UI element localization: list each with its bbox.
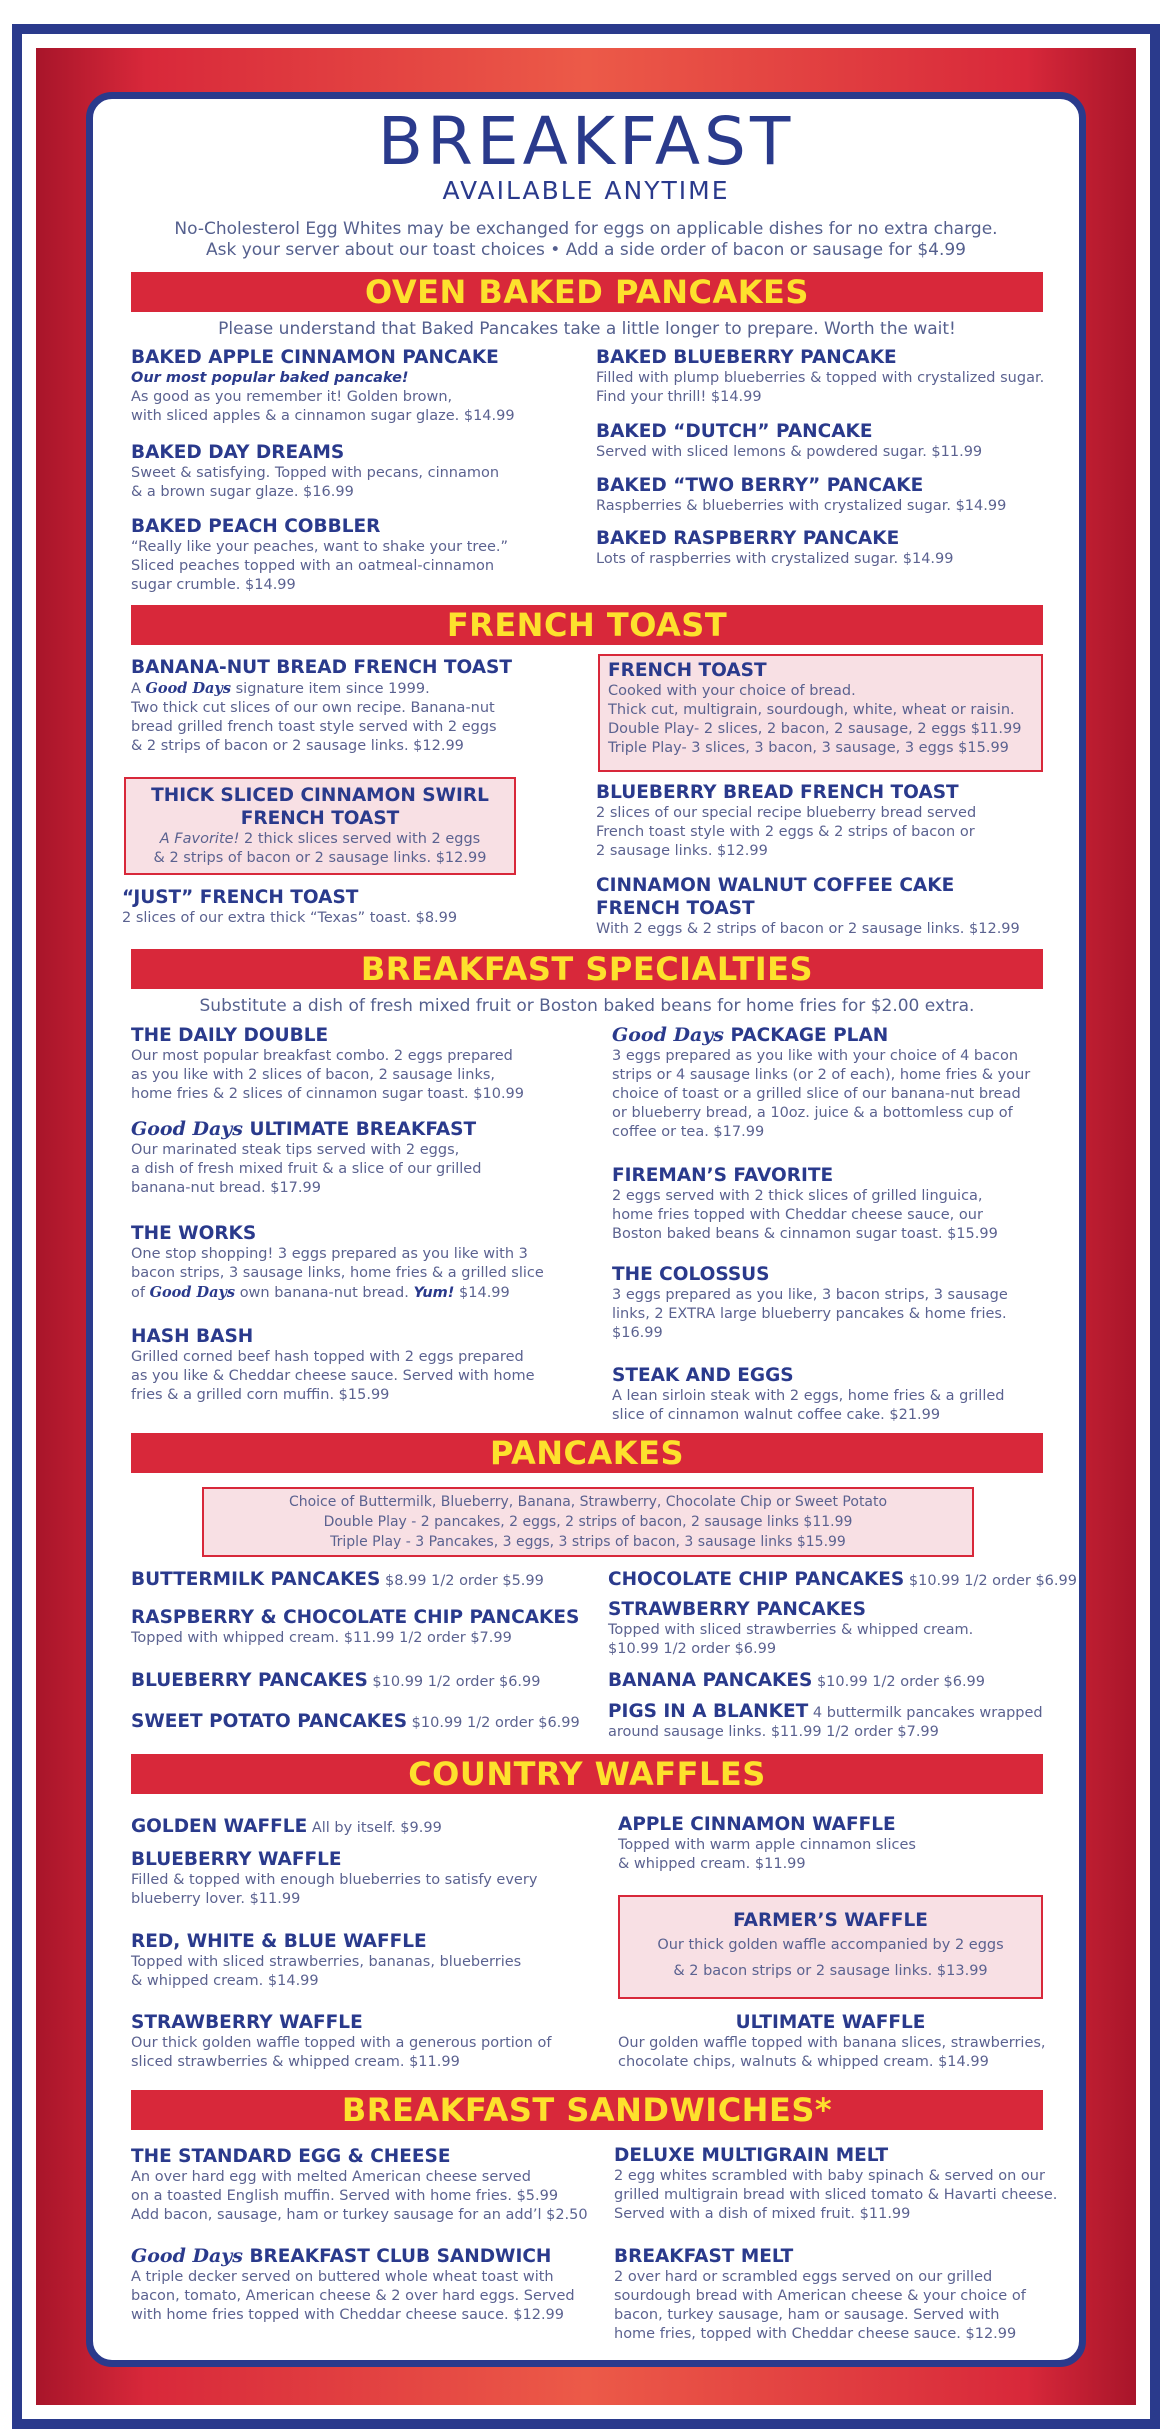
menu-item-raspberry [596,527,1056,569]
item-desc: blueberry lover. $11.99 [131,1891,301,1907]
item-tagline: Our most popular baked pancake! [131,370,409,386]
item-name: BUTTERMILK PANCAKES [131,1569,381,1590]
item-name: THICK SLICED CINNAMON SWIRL [151,785,489,806]
item-text: A [131,681,141,697]
menu-item-rwb-waffle [131,1930,591,1991]
item-desc [126,830,514,849]
item-desc: 2 slices of our special recipe blueberry bread served [596,805,977,821]
item-text: - 3 slices, 3 bacon, 3 sausage, 3 eggs $15.99 [681,740,1009,756]
item-line [608,1568,1078,1591]
item-price: $10.99 1/2 order $6.99 [372,1674,541,1690]
item-name: DELUXE MULTIGRAIN MELT [614,2145,889,2166]
section-banner-specialties: BREAKFAST SPECIALTIES [131,949,1043,989]
item-desc: as you like & Cheddar cheese sauce. Served with home [131,1368,535,1384]
menu-item-breakfast-melt [614,2245,1074,2344]
menu-item-firemans-favorite [612,1164,1052,1244]
item-desc: Topped with sliced strawberries & whipped cream. [608,1622,974,1638]
item-desc: 2 sausage links. $12.99 [596,843,768,859]
item-desc: Our thick golden waffle topped with a generous portion of [131,2035,552,2051]
item-name: BANANA PANCAKES [608,1670,813,1691]
item-desc: around sausage links. $11.99 1/2 order $7.99 [608,1724,939,1740]
item-desc: Our marinated steak tips served with 2 eggs, [131,1142,460,1158]
menu-item-just-french-toast [122,886,562,928]
item-desc: An over hard egg with melted American cheese served [131,2169,531,2185]
item-name: SWEET POTATO PANCAKES [131,1711,408,1732]
menu-item-apple-cinnamon-waffle [618,1813,1058,1874]
item-name: BAKED BLUEBERRY PANCAKE [596,347,897,368]
item-name [612,1024,1052,1047]
item-desc: sugar crumble. $14.99 [131,577,296,593]
menu-item-breakfast-club [131,2245,601,2325]
featured-box-cinnamon-swirl [124,777,516,875]
item-name-text: PACKAGE PLAN [730,1025,889,1046]
brand-logo-text: Good Days [131,2245,243,2267]
item-line [131,1669,601,1692]
item-desc: bacon, tomato, American cheese & 2 over hard eggs. Served [131,2288,575,2304]
menu-item-two-berry [596,474,1056,516]
item-yum: Yum! [413,1285,455,1301]
item-name: HASH BASH [131,1326,254,1347]
item-name: BAKED “TWO BERRY” PANCAKE [596,475,924,496]
intro-line-2: Ask your server about our toast choices • Add a side order of bacon or sausage for $4.99 [205,240,966,260]
menu-item-baked-blueberry [596,346,1056,407]
item-name: BAKED DAY DREAMS [131,442,345,463]
item-desc: links, 2 EXTRA large blueberry pancakes & home fries. [612,1306,1007,1322]
item-name: CINNAMON WALNUT COFFEE CAKE [596,875,955,896]
item-line [131,1815,591,1838]
item-desc: Served with sliced lemons & powdered sugar. $11.99 [596,444,983,460]
item-desc: 3 eggs prepared as you like, 3 bacon strips, 3 sausage [612,1287,1008,1303]
item-price: $8.99 1/2 order $5.99 [385,1573,544,1589]
item-desc: $16.99 [612,1325,663,1341]
item-desc: sourdough bread with American cheese & your choice of [614,2288,1026,2304]
item-name: ULTIMATE WAFFLE [735,2012,926,2033]
menu-item-standard-egg-cheese [131,2145,601,2225]
item-line [608,1700,1058,1723]
item-desc: or blueberry bread, a 10oz. juice & a bottomless cup of [612,1105,1013,1121]
item-desc: Two thick cut slices of our own recipe. Banana-nut [131,700,495,716]
item-desc: bacon, turkey sausage, ham or sausage. Served with [614,2307,1000,2323]
page-subtitle: AVAILABLE ANYTIME [442,176,730,205]
section-note: Please understand that Baked Pancakes take a little longer to prepare. Worth the wait! [218,319,956,339]
item-text: of [131,1285,145,1301]
menu-item-deluxe-multigrain-melt [614,2144,1074,2224]
menu-item-baked-apple [131,346,571,426]
item-desc: Raspberries & blueberries with crystalized sugar. $14.99 [596,498,1007,514]
item-name: “JUST” FRENCH TOAST [122,887,359,908]
item-desc: Our thick golden waffle accompanied by 2 eggs [657,1937,1004,1953]
item-name: BLUEBERRY PANCAKES [131,1670,368,1691]
item-price: $10.99 1/2 order $6.99 [411,1715,580,1731]
item-name: RED, WHITE & BLUE WAFFLE [131,1931,427,1952]
item-text: - 2 slices, 2 bacon, 2 sausage, 2 eggs $11.99 [693,721,1022,737]
item-desc: slice of cinnamon walnut coffee cake. $21.99 [612,1407,941,1423]
item-desc: With 2 eggs & 2 strips of bacon or 2 sausage links. $12.99 [596,921,1020,937]
item-desc: Topped with whipped cream. $11.99 1/2 order $7.99 [131,1630,512,1646]
item-name: FARMER’S WAFFLE [733,1910,928,1931]
combo-triple [204,1532,972,1552]
item-text: signature item since 1999. [235,681,430,697]
item-desc: grilled multigrain bread with sliced tomato & Havarti cheese. [614,2187,1058,2203]
item-desc: $10.99 1/2 order $6.99 [608,1641,777,1657]
featured-box-french-toast [598,654,1043,772]
section-banner-waffles: COUNTRY WAFFLES [131,1754,1043,1794]
menu-item-steak-and-eggs [612,1364,1052,1425]
menu-item-hash-bash [131,1325,571,1405]
item-desc: As good as you remember it! Golden brown, [131,389,453,405]
menu-item-golden-waffle [131,1815,591,1838]
item-name: CHOCOLATE CHIP PANCAKES [608,1569,905,1590]
item-price: $14.99 [459,1285,510,1301]
double-play-label: Double Play - [323,1514,417,1530]
item-name: BANANA-NUT BREAD FRENCH TOAST [131,657,512,678]
menu-item-buttermilk-pancakes [131,1568,601,1591]
item-desc: home fries, topped with Cheddar cheese sauce. $12.99 [614,2326,1017,2342]
brand-logo-text: Good Days [149,1284,236,1301]
item-name: PIGS IN A BLANKET [608,1701,809,1722]
item-tagline: A Favorite! [159,831,240,847]
featured-box-farmers-waffle [618,1895,1043,1999]
section-banner-sandwiches: BREAKFAST SANDWICHES* [131,2090,1043,2130]
brand-logo-text: Good Days [145,680,232,697]
item-desc: Our most popular breakfast combo. 2 eggs prepared [131,1048,513,1064]
item-name: THE DAILY DOUBLE [131,1025,329,1046]
item-desc: & 2 strips of bacon or 2 sausage links. $12.99 [131,738,464,754]
menu-item-strawberry-pancakes [608,1598,1058,1659]
section-banner-pancakes: PANCAKES [131,1433,1043,1473]
item-name: THE STANDARD EGG & CHEESE [131,2146,451,2167]
item-desc: Served with a dish of mixed fruit. $11.99 [614,2206,911,2222]
item-text: 3 Pancakes, 3 eggs, 3 strips of bacon, 3 sausage links $15.99 [415,1534,846,1550]
item-desc: chocolate chips, walnuts & whipped cream. $14.99 [618,2054,989,2070]
item-name: BLUEBERRY WAFFLE [131,1849,342,1870]
item-name: BAKED RASPBERRY PANCAKE [596,528,900,549]
item-name: STRAWBERRY PANCAKES [608,1599,866,1620]
item-desc: bacon strips, 3 sausage links, home fries & a grilled slice [131,1265,544,1281]
item-desc: Grilled corned beef hash topped with 2 eggs prepared [131,1349,524,1365]
item-name: BAKED APPLE CINNAMON PANCAKE [131,347,499,368]
item-text: 2 thick slices served with 2 eggs [244,831,481,847]
item-name: THE WORKS [131,1223,257,1244]
item-name: BREAKFAST MELT [614,2246,794,2267]
menu-item-ultimate-waffle [618,2011,1058,2072]
pancake-combo-box [202,1487,974,1557]
item-name: BLUEBERRY BREAD FRENCH TOAST [596,782,959,803]
section-banner-french-toast: FRENCH TOAST [131,605,1043,645]
item-desc: choice of toast or a grilled slice of our banana-nut bread [612,1086,1021,1102]
item-desc: Boston baked beans & cinnamon sugar toast. $15.99 [612,1226,998,1242]
item-desc: 2 over hard or scrambled eggs served on our grilled [614,2269,993,2285]
menu-item-strawberry-waffle [131,2011,591,2072]
menu-item-peach-cobbler [131,515,571,595]
item-price: $10.99 1/2 order $6.99 [816,1674,986,1690]
menu-item-raspberry-choc-pancakes [131,1606,601,1648]
item-desc: Topped with sliced strawberries, bananas, blueberries [131,1954,522,1970]
item-desc: & 2 bacon strips or 2 sausage links. $13.99 [673,1963,988,1979]
item-desc: Lots of raspberries with crystalized sugar. $14.99 [596,551,954,567]
item-desc: French toast style with 2 eggs & 2 strips of bacon or [596,824,975,840]
item-desc: & a brown sugar glaze. $16.99 [131,484,354,500]
item-desc: 4 buttermilk pancakes wrapped [812,1705,1043,1721]
menu-item-blueberry-pancakes [131,1669,601,1692]
item-desc: & 2 strips of bacon or 2 sausage links. $12.99 [153,850,487,866]
item-desc: Add bacon, sausage, ham or turkey sausage for an add’l $2.50 [131,2207,588,2223]
item-name: FRENCH TOAST [596,898,755,919]
item-name: STEAK AND EGGS [612,1365,794,1386]
triple-play-label: Triple Play [608,740,682,756]
item-name: BAKED PEACH COBBLER [131,516,381,537]
item-desc [131,1283,571,1303]
item-desc: as you like with 2 slices of bacon, 2 sausage links, [131,1067,496,1083]
item-desc: home fries topped with Cheddar cheese sauce, our [612,1207,983,1223]
combo-choices: Choice of Buttermilk, Blueberry, Banana, Strawberry, Chocolate Chip or Sweet Potato [288,1494,888,1510]
item-name: STRAWBERRY WAFFLE [131,2012,363,2033]
item-desc: Filled & topped with enough blueberries to satisfy every [131,1872,538,1888]
item-desc: One stop shopping! 3 eggs prepared as you like with 3 [131,1246,528,1262]
menu-item-blueberry-waffle [131,1848,591,1909]
item-desc: fries & a grilled corn muffin. $15.99 [131,1387,390,1403]
item-name: FRENCH TOAST [240,808,400,829]
item-desc: home fries & 2 slices of cinnamon sugar toast. $10.99 [131,1086,525,1102]
item-desc [608,739,1041,758]
item-desc: Sweet & satisfying. Topped with pecans, cinnamon [131,465,500,481]
intro-line-1: No-Cholesterol Egg Whites may be exchanged for eggs on applicable dishes for no extra charge. [174,219,998,239]
item-desc: A triple decker served on buttered whole wheat toast with [131,2269,554,2285]
item-name: FIREMAN’S FAVORITE [612,1165,834,1186]
item-name-text: ULTIMATE BREAKFAST [249,1119,477,1140]
item-name: GOLDEN WAFFLE [131,1816,308,1837]
item-name: FRENCH TOAST [608,660,767,681]
item-name-text: BREAKFAST CLUB SANDWICH [249,2246,552,2267]
item-desc [131,679,571,699]
menu-item-pigs-in-a-blanket [608,1700,1058,1742]
menu-item-blueberry-bread-ft [596,781,1056,861]
item-desc: “Really like your peaches, want to shake your tree.” [131,539,509,555]
item-text: 2 pancakes, 2 eggs, 2 strips of bacon, 2 sausage links $11.99 [420,1514,853,1530]
section-banner-oven-baked: OVEN BAKED PANCAKES [131,272,1043,312]
item-desc: 2 eggs served with 2 thick slices of grilled linguica, [612,1188,983,1204]
brand-logo-text: Good Days [612,1024,724,1046]
menu-item-banana-nut-ft [131,656,571,756]
item-desc: Filled with plump blueberries & topped with crystalized sugar. [596,370,1045,386]
item-desc: strips or 4 sausage links (or 2 of each), home fries & your [612,1067,1031,1083]
menu-item-colossus [612,1263,1052,1343]
menu-item-chocolate-chip-pancakes [608,1568,1078,1591]
item-desc: Find your thrill! $14.99 [596,389,762,405]
item-desc: sliced strawberries & whipped cream. $11.99 [131,2054,460,2070]
item-desc: Cooked with your choice of bread. [608,683,856,699]
menu-item-the-works [131,1222,571,1303]
item-desc: All by itself. $9.99 [311,1820,442,1836]
item-desc: Our golden waffle topped with banana slices, strawberries, [618,2035,1046,2051]
item-desc: 2 slices of our extra thick “Texas” toast. $8.99 [122,910,458,926]
menu-item-sweet-potato-pancakes [131,1710,601,1733]
item-desc: Topped with warm apple cinnamon slices [618,1837,916,1853]
menu-item-ultimate-breakfast [131,1118,571,1198]
item-desc: a dish of fresh mixed fruit & a slice of our grilled [131,1161,482,1177]
item-desc [608,720,1041,739]
item-desc: Thick cut, multigrain, sourdough, white, wheat or raisin. [608,702,1015,718]
item-desc: 3 eggs prepared as you like with your choice of 4 bacon [612,1048,1019,1064]
item-desc: 2 egg whites scrambled with baby spinach & served on our [614,2168,1045,2184]
page-title: BREAKFAST [377,103,795,180]
item-desc: Sliced peaches topped with an oatmeal-cinnamon [131,558,495,574]
item-name: APPLE CINNAMON WAFFLE [618,1814,896,1835]
menu-item-package-plan [612,1024,1052,1142]
menu-item-daily-double [131,1024,571,1104]
item-line [131,1710,601,1733]
item-name: RASPBERRY & CHOCOLATE CHIP PANCAKES [131,1607,580,1628]
item-desc: bread grilled french toast style served with 2 eggs [131,719,497,735]
item-desc: on a toasted English muffin. Served with home fries. $5.99 [131,2188,559,2204]
item-name [131,2245,601,2268]
menu-item-banana-pancakes [608,1669,1058,1692]
item-desc: coffee or tea. $17.99 [612,1124,765,1140]
item-line [608,1669,1058,1692]
item-name: THE COLOSSUS [612,1264,770,1285]
item-desc: with sliced apples & a cinnamon sugar glaze. $14.99 [131,408,515,424]
double-play-label: Double Play [608,721,694,737]
brand-logo-text: Good Days [131,1118,243,1140]
item-desc: with home fries topped with Cheddar cheese sauce. $12.99 [131,2307,565,2323]
item-line [131,1568,601,1591]
item-name [131,1118,571,1141]
item-desc: banana-nut bread. $17.99 [131,1180,321,1196]
item-text: own banana-nut bread. [239,1285,409,1301]
combo-double [204,1512,972,1532]
triple-play-label: Triple Play - [330,1534,411,1550]
menu-item-dutch [596,420,1056,462]
item-desc: A lean sirloin steak with 2 eggs, home fries & a grilled [612,1388,1005,1404]
item-price: $10.99 1/2 order $6.99 [908,1573,1077,1589]
menu-item-day-dreams [131,441,571,502]
section-note: Substitute a dish of fresh mixed fruit or Boston baked beans for home fries for $2.00 extra. [199,996,975,1016]
menu-item-cinnamon-walnut-ft [596,874,1056,939]
item-name: BAKED “DUTCH” PANCAKE [596,421,873,442]
item-desc: & whipped cream. $14.99 [131,1973,319,1989]
item-desc: & whipped cream. $11.99 [618,1856,806,1872]
